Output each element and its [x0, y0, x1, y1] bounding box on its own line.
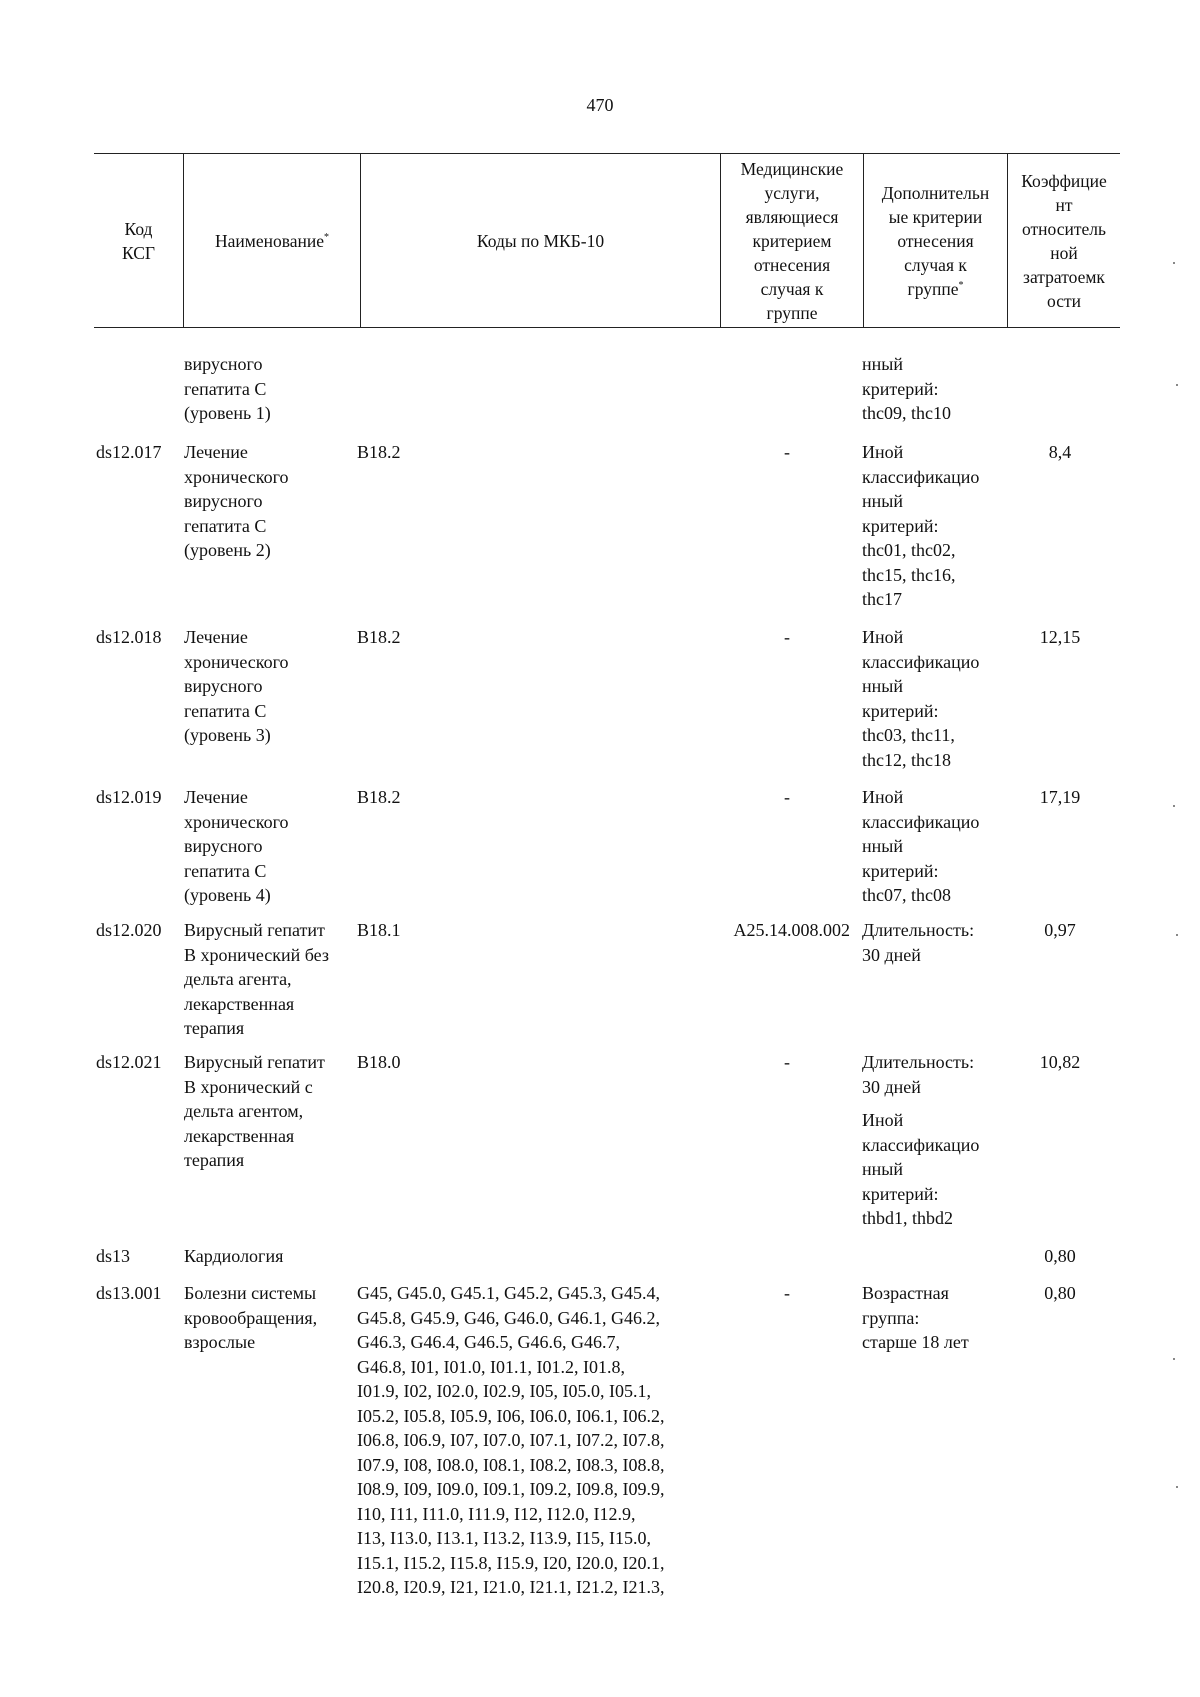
- row-1-code: ds12.017: [96, 442, 162, 462]
- scan-speck: [1173, 805, 1175, 807]
- table-header: [94, 153, 1120, 328]
- row-1-additional-criteria: Иной классификацио нный критерий: thc01, thc02, thc15, thc16, thc17: [862, 442, 980, 609]
- row-5-additional-criteria-2: Иной классификацио нный критерий: thbd1, thbd2: [862, 1110, 980, 1228]
- header-name: [184, 154, 361, 327]
- row-5-name: Вирусный гепатит В хронический с дельта агентом, лекарственная терапия: [184, 1052, 325, 1170]
- row-5-medical-services: -: [784, 1052, 790, 1072]
- row-2-coefficient: 12,15: [1039, 627, 1081, 647]
- scan-speck: [1176, 384, 1178, 386]
- row-1-icd: B18.2: [357, 442, 401, 462]
- header-name-mark: *: [324, 231, 330, 243]
- header-coefficient: [1008, 154, 1120, 327]
- row-5-icd: B18.0: [357, 1052, 401, 1072]
- row-3-additional-criteria: Иной классификацио нный критерий: thc07, thc08: [862, 787, 980, 905]
- scan-speck: [1173, 262, 1175, 264]
- header-code: [94, 154, 184, 327]
- header-icd: [361, 154, 721, 327]
- row-2-medical-services: -: [784, 627, 790, 647]
- row-7-coefficient: 0,80: [1044, 1283, 1076, 1303]
- header-name-text: [215, 229, 329, 253]
- row-1-name: Лечение хронического вирусного гепатита С (уровень 2): [184, 442, 289, 560]
- row-2-name: Лечение хронического вирусного гепатита С (уровень 3): [184, 627, 289, 745]
- row-4-name: Вирусный гепатит В хронический без дельта агента, лекарственная терапия: [184, 920, 330, 1038]
- row-2-code: ds12.018: [96, 627, 162, 647]
- page-number: 470: [586, 95, 614, 115]
- row-6-coefficient: 0,80: [1044, 1246, 1076, 1266]
- row-3-icd: B18.2: [357, 787, 401, 807]
- header-additional-criteria-label: Дополнительн ые критерии отнесения случая к группе: [881, 182, 990, 299]
- row-5-additional-criteria: Длительность: 30 дней: [862, 1052, 975, 1097]
- row-4-medical-services: A25.14.008.002: [733, 920, 850, 940]
- row-0-name: вирусного гепатита С (уровень 1): [184, 354, 271, 423]
- row-0-additional-criteria: нный критерий: thc09, thc10: [862, 354, 951, 423]
- row-3-name: Лечение хронического вирусного гепатита С (уровень 4): [184, 787, 289, 905]
- row-4-additional-criteria: Длительность: 30 дней: [862, 920, 975, 965]
- header-additional-criteria: [864, 154, 1008, 327]
- header-name-label: Наименование: [214, 230, 325, 251]
- row-1-medical-services: -: [784, 442, 790, 462]
- row-3-medical-services: -: [784, 787, 790, 807]
- row-7-icd: G45, G45.0, G45.1, G45.2, G45.3, G45.4, G45.8, G45.9, G46, G46.0, G46.1, G46.2, G46.3, G46.4, G46.5, G46.6, G46.7, G46.8, I01, I01.0, I01.1, I01.2, I01.8, I01.9, I02, I02.0, I02.9, I05, I05.0, I05.1, I05.2, I05.8, I05.9, I06, I06.0, I06.1, I06.2, I06.8, I06.9, I07, I07.0, I07.1, I07.2, I07.8, I07.9, I08, I08.0, I08.1, I08.2, I08.3, I08.8, I08.9, I09, I09.0, I09.1, I09.2, I09.8, I09.9, I10, I11, I11.0, I11.9, I12, I12.0, I12.9, I13, I13.0, I13.1, I13.2, I13.9, I15, I15.0, I15.1, I15.2, I15.8, I15.9, I20, I20.0, I20.1, I20.8, I20.9, I21, I21.0, I21.1, I21.2, I21.3,: [357, 1283, 665, 1597]
- row-4-coefficient: 0,97: [1044, 920, 1076, 940]
- row-3-code: ds12.019: [96, 787, 162, 807]
- row-5-code: ds12.021: [96, 1052, 162, 1072]
- row-2-icd: B18.2: [357, 627, 401, 647]
- row-4-icd: B18.1: [357, 920, 401, 940]
- row-5-coefficient: 10,82: [1039, 1052, 1081, 1072]
- row-6-code: ds13: [96, 1246, 131, 1266]
- scan-speck: [1173, 1358, 1175, 1360]
- row-3-coefficient: 17,19: [1039, 787, 1081, 807]
- row-2-additional-criteria: Иной классификацио нный критерий: thc03, thc11, thc12, thc18: [862, 627, 980, 770]
- header-code-text: Код КСГ: [121, 218, 156, 263]
- header-additional-mark: *: [958, 279, 964, 291]
- header-coefficient-text: Коэффицие нт относитель ной затратоемк ости: [1021, 170, 1107, 311]
- header-icd-text: Коды по МКБ-10: [476, 230, 605, 251]
- row-7-name: Болезни системы кровообращения, взрослые: [184, 1283, 318, 1352]
- scan-speck: [1176, 1486, 1178, 1488]
- row-7-code: ds13.001: [96, 1283, 162, 1303]
- header-medical-services: [721, 154, 864, 327]
- header-medical-services-text: Медицинские услуги, являющиеся критерием отнесения случая к группе: [740, 158, 844, 323]
- row-7-additional-criteria: Возрастная группа: старше 18 лет: [862, 1283, 969, 1352]
- row-7-medical-services: -: [784, 1283, 790, 1303]
- scan-speck: [1176, 934, 1178, 936]
- row-4-code: ds12.020: [96, 920, 162, 940]
- row-6-name: Кардиология: [184, 1246, 284, 1266]
- header-additional-criteria-text: [882, 181, 990, 301]
- row-1-coefficient: 8,4: [1048, 442, 1072, 462]
